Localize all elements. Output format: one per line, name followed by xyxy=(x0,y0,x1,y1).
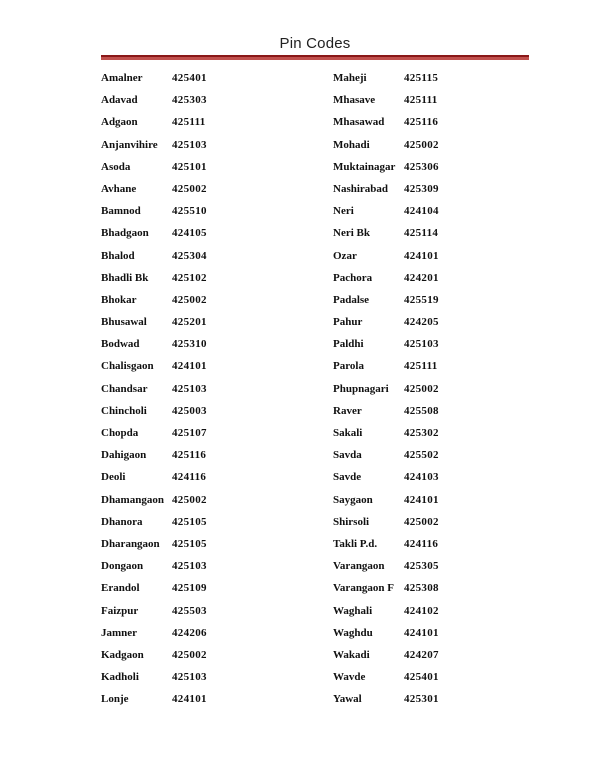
place-name: Bhusawal xyxy=(101,316,147,329)
pin-code: 425103 xyxy=(172,671,207,684)
pin-code-row xyxy=(101,200,301,222)
place-name: Savda xyxy=(333,449,362,462)
place-name: Pahur xyxy=(333,316,363,329)
pin-code-row xyxy=(333,555,533,577)
place-name: Parola xyxy=(333,360,364,373)
title-rule-light xyxy=(101,57,529,60)
place-name: Phupnagari xyxy=(333,382,389,395)
place-name: Padalse xyxy=(333,293,370,306)
pin-code: 425105 xyxy=(172,515,207,528)
pin-code: 424206 xyxy=(172,626,207,639)
pin-code: 425111 xyxy=(404,360,438,373)
place-name: Anjanvihire xyxy=(101,138,158,151)
place-name: Wakadi xyxy=(333,648,370,661)
pin-code: 425519 xyxy=(404,293,439,306)
pin-code: 425002 xyxy=(172,493,207,506)
pin-code: 425116 xyxy=(172,449,207,462)
pin-code-row xyxy=(101,688,301,710)
place-name: Maheji xyxy=(333,72,367,84)
pin-code: 424205 xyxy=(404,316,439,329)
place-name: Dharangaon xyxy=(101,537,160,550)
place-name: Wavde xyxy=(333,671,366,684)
pin-code: 425109 xyxy=(172,582,207,595)
place-name: Savde xyxy=(333,471,362,484)
pin-code-row xyxy=(333,333,533,355)
pin-code-row xyxy=(333,67,533,89)
place-name: Neri xyxy=(333,205,354,218)
place-name: Dhamangaon xyxy=(101,493,164,506)
pin-code-row xyxy=(101,600,301,622)
pin-code: 425002 xyxy=(404,515,439,528)
pin-code-row xyxy=(333,600,533,622)
pin-code-row xyxy=(101,222,301,244)
pin-code: 424105 xyxy=(172,227,207,240)
pin-code-row xyxy=(101,111,301,133)
pin-code: 425301 xyxy=(404,693,439,706)
place-name: Pachora xyxy=(333,271,373,284)
pin-code: 425401 xyxy=(404,671,439,684)
pin-code-row xyxy=(101,533,301,555)
pin-code: 425305 xyxy=(404,560,439,573)
place-name: Faizpur xyxy=(101,604,139,617)
pin-code-row xyxy=(101,289,301,311)
pin-code-row xyxy=(101,511,301,533)
pin-code: 425306 xyxy=(404,160,439,173)
place-name: Erandol xyxy=(101,582,140,595)
pin-code-row xyxy=(101,444,301,466)
pin-code: 425103 xyxy=(172,560,207,573)
place-name: Mohadi xyxy=(333,138,370,151)
pin-code: 425002 xyxy=(172,648,207,661)
pin-code: 425508 xyxy=(404,404,439,417)
pin-code: 425002 xyxy=(172,293,207,306)
pin-code: 425503 xyxy=(172,604,207,617)
left-column-list xyxy=(101,67,301,710)
pin-code: 424101 xyxy=(404,626,439,639)
pin-code: 425303 xyxy=(172,94,207,107)
pin-code-row xyxy=(101,622,301,644)
place-name: Chalisgaon xyxy=(101,360,154,373)
pin-code: 424102 xyxy=(404,604,439,617)
pin-code-row xyxy=(333,267,533,289)
pin-code-row xyxy=(101,555,301,577)
pin-code-row xyxy=(101,466,301,488)
pin-code: 425304 xyxy=(172,249,207,262)
place-name: Bhokar xyxy=(101,293,137,306)
pin-code-row xyxy=(333,245,533,267)
pin-code-row xyxy=(333,378,533,400)
pin-code: 425302 xyxy=(404,427,439,439)
place-name: Lonje xyxy=(101,693,129,706)
pin-code: 425102 xyxy=(172,271,207,284)
pin-code-row xyxy=(333,156,533,178)
place-name: Bamnod xyxy=(101,205,141,218)
place-name: Takli P.d. xyxy=(333,537,378,550)
place-name: Bhadli Bk xyxy=(101,271,149,284)
pin-code-row xyxy=(333,178,533,200)
pin-code-row xyxy=(333,466,533,488)
pin-code-row xyxy=(333,511,533,533)
place-name: Dongaon xyxy=(101,560,144,573)
place-name: Mhasave xyxy=(333,94,376,107)
place-name: Avhane xyxy=(101,182,137,195)
pin-code-row xyxy=(101,422,301,444)
right-column-list xyxy=(333,67,533,710)
place-name: Bhalod xyxy=(101,249,135,262)
pin-code-row xyxy=(333,489,533,511)
pin-code-row xyxy=(101,267,301,289)
place-name: Nashirabad xyxy=(333,182,389,195)
place-name: Yawal xyxy=(333,693,362,706)
page-title: Pin Codes xyxy=(279,35,351,52)
pin-code: 425002 xyxy=(404,382,439,395)
pin-code-row xyxy=(101,156,301,178)
place-name: Muktainagar xyxy=(333,160,396,173)
pin-code: 425103 xyxy=(404,338,439,351)
place-name: Chopda xyxy=(101,427,139,439)
pin-code-row xyxy=(333,577,533,599)
pin-code-row xyxy=(333,644,533,666)
pin-code: 424101 xyxy=(404,493,439,506)
pin-code: 425101 xyxy=(172,160,207,173)
place-name: Mhasawad xyxy=(333,116,385,129)
pin-code-row xyxy=(333,89,533,111)
pin-code-row xyxy=(101,178,301,200)
pin-code-row xyxy=(101,489,301,511)
pin-code: 425111 xyxy=(404,94,438,107)
place-name: Kadgaon xyxy=(101,648,144,661)
pin-code: 424207 xyxy=(404,648,439,661)
pin-code-row xyxy=(101,333,301,355)
place-name: Bhadgaon xyxy=(101,227,149,240)
place-name: Chandsar xyxy=(101,382,148,395)
pin-code: 425003 xyxy=(172,404,207,417)
place-name: Adgaon xyxy=(101,116,138,129)
pin-code: 425002 xyxy=(172,182,207,195)
pin-code-row xyxy=(333,355,533,377)
pin-code: 424104 xyxy=(404,205,439,218)
pin-code: 425115 xyxy=(404,72,439,84)
pin-code: 425310 xyxy=(172,338,207,351)
place-name: Varangaon F xyxy=(333,582,395,595)
place-name: Dahigaon xyxy=(101,449,147,462)
pin-code: 424101 xyxy=(172,693,207,706)
pin-code: 424101 xyxy=(404,249,439,262)
pin-code-row xyxy=(333,400,533,422)
pin-code: 425107 xyxy=(172,427,207,439)
place-name: Dhanora xyxy=(101,515,143,528)
place-name: Waghali xyxy=(333,604,373,617)
place-name: Raver xyxy=(333,404,362,417)
pin-code-row xyxy=(101,400,301,422)
pin-code-row xyxy=(333,666,533,688)
pin-code: 425111 xyxy=(172,116,206,129)
place-name: Varangaon xyxy=(333,560,385,573)
pin-code: 425116 xyxy=(404,116,439,129)
pin-code-row xyxy=(333,134,533,156)
pin-code-row xyxy=(101,134,301,156)
place-name: Jamner xyxy=(101,626,138,639)
pin-code: 425201 xyxy=(172,316,207,329)
place-name: Waghdu xyxy=(333,626,373,639)
pin-code-row xyxy=(101,311,301,333)
pin-code: 424101 xyxy=(172,360,207,373)
place-name: Saygaon xyxy=(333,493,373,506)
pin-code-row xyxy=(101,245,301,267)
place-name: Bodwad xyxy=(101,338,140,351)
pin-code: 425103 xyxy=(172,138,207,151)
place-name: Deoli xyxy=(101,471,126,484)
pin-code: 425309 xyxy=(404,182,439,195)
pin-code-row xyxy=(333,200,533,222)
pin-code-row xyxy=(333,222,533,244)
pin-code-row xyxy=(101,67,301,89)
pin-code: 424116 xyxy=(172,471,207,484)
pin-code: 425510 xyxy=(172,205,207,218)
place-name: Asoda xyxy=(101,160,131,173)
pin-code-row xyxy=(333,533,533,555)
place-name: Adavad xyxy=(101,94,138,107)
pin-code-row xyxy=(101,355,301,377)
place-name: Sakali xyxy=(333,427,363,439)
pin-code: 424201 xyxy=(404,271,439,284)
pin-code-row xyxy=(333,688,533,710)
pin-code-row xyxy=(101,577,301,599)
pin-code-row xyxy=(333,444,533,466)
pin-code: 425401 xyxy=(172,72,207,84)
pin-code-row xyxy=(333,422,533,444)
pin-code: 425502 xyxy=(404,449,439,462)
place-name: Ozar xyxy=(333,249,357,262)
pin-code: 424116 xyxy=(404,537,439,550)
place-name: Shirsoli xyxy=(333,515,370,528)
pin-code-row xyxy=(333,311,533,333)
place-name: Amalner xyxy=(101,72,143,84)
pin-code: 425103 xyxy=(172,382,207,395)
pin-code-row xyxy=(101,666,301,688)
pin-code-row xyxy=(101,644,301,666)
pin-code: 425105 xyxy=(172,537,207,550)
pin-code-row xyxy=(333,289,533,311)
pin-code-row xyxy=(333,622,533,644)
place-name: Paldhi xyxy=(333,338,364,351)
place-name: Kadholi xyxy=(101,671,139,684)
place-name: Chincholi xyxy=(101,404,147,417)
place-name: Neri Bk xyxy=(333,227,370,240)
pin-code-row xyxy=(101,378,301,400)
pin-code-row xyxy=(333,111,533,133)
pin-code: 425002 xyxy=(404,138,439,151)
pin-code: 424103 xyxy=(404,471,439,484)
pin-code: 425308 xyxy=(404,582,439,595)
pin-code-row xyxy=(101,89,301,111)
pin-code: 425114 xyxy=(404,227,439,240)
